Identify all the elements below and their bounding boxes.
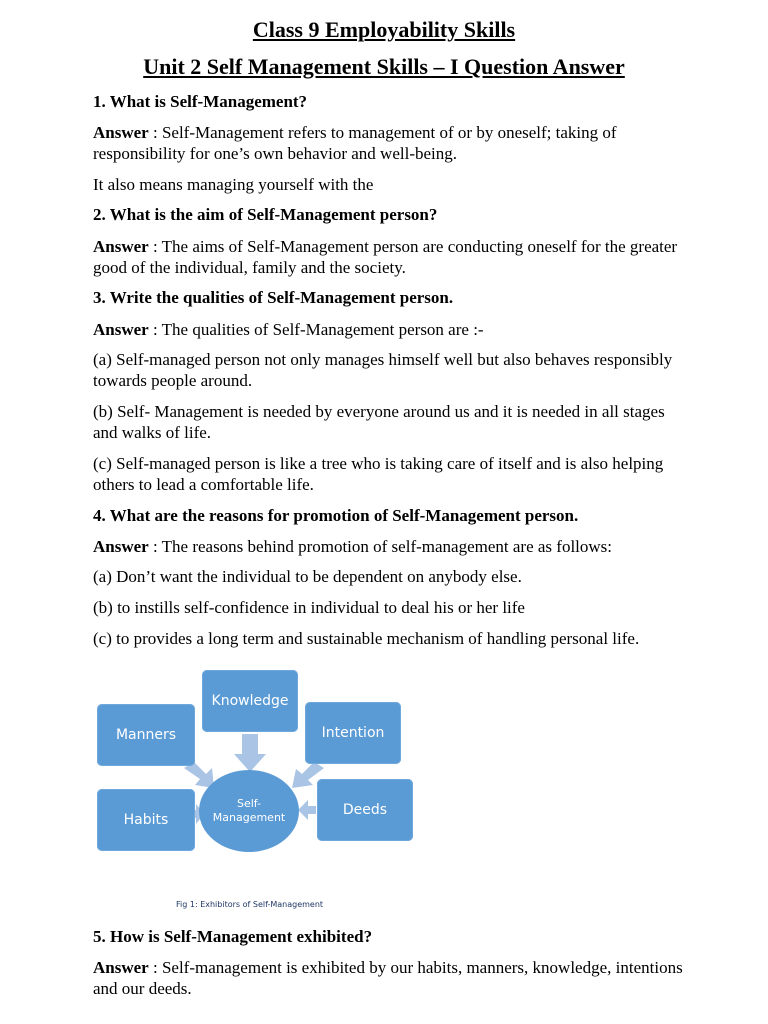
answer-2 [93, 236, 683, 278]
answer-4 [93, 536, 683, 557]
self-management-center [199, 770, 299, 852]
document-subtitle: Unit 2 Self Management Skills – I Question Answer [143, 54, 625, 79]
answer-label: Answer [93, 958, 149, 977]
answer-5 [93, 957, 683, 999]
self-management-diagram [92, 666, 418, 862]
question-1: 1. What is Self-Management? [93, 92, 308, 111]
answer-4-point-a: (a) Don’t want the individual to be dependent on anybody else. [93, 567, 522, 586]
habits-node: Habits [97, 789, 195, 851]
answer-label: Answer [93, 320, 149, 339]
answer-text: : Self-management is exhibited by our habits, manners, knowledge, intentions and our deeds. [93, 958, 683, 998]
answer-1-extra: It also means managing yourself with the [93, 175, 374, 194]
question-5: 5. How is Self-Management exhibited? [93, 927, 373, 946]
center-label-line1: Self- [236, 797, 262, 810]
deeds-arrow [298, 800, 316, 820]
knowledge-arrow [234, 734, 266, 772]
manners-node: Manners [97, 704, 195, 766]
answer-text: : The aims of Self-Management person are conducting oneself for the greater good of the individual, family and the society. [93, 237, 678, 277]
answer-label: Answer [93, 237, 149, 256]
answer-3 [93, 319, 683, 340]
document-title: Class 9 Employability Skills [252, 17, 516, 42]
answer-label: Answer [93, 123, 149, 142]
intention-node: Intention [305, 702, 401, 764]
answer-4-point-c: (c) to provides a long term and sustainable mechanism of handling personal life. [93, 629, 640, 648]
answer-1 [93, 122, 683, 164]
answer-text: : The qualities of Self-Management person are :- [148, 320, 484, 339]
answer-text: : The reasons behind promotion of self-management are as follows: [148, 537, 613, 556]
answer-4-point-b: (b) to instills self-confidence in individual to deal his or her life [93, 598, 525, 617]
answer-text: : Self-Management refers to management of or by oneself; taking of responsibility for one’s own behavior and well-being. [93, 123, 617, 163]
question-3: 3. Write the qualities of Self-Management person. [93, 288, 454, 307]
answer-3-point-b: (b) Self- Management is needed by everyone around us and it is needed in all stages and walks of life. [93, 402, 665, 442]
question-4: 4. What are the reasons for promotion of Self-Management person. [93, 506, 579, 525]
deeds-node: Deeds [317, 779, 413, 841]
figure-caption: Fig 1: Exhibitors of Self-Management [176, 900, 324, 909]
answer-3-point-a: (a) Self-managed person not only manages himself well but also behaves responsibly towards people around. [93, 350, 673, 390]
answer-label: Answer [93, 537, 149, 556]
answer-3-point-c: (c) Self-managed person is like a tree who is taking care of itself and is also helping others to lead a comfortable life. [93, 454, 664, 494]
center-label-line2: Management [212, 811, 286, 824]
question-2: 2. What is the aim of Self-Management person? [93, 205, 438, 224]
knowledge-node: Knowledge [202, 670, 298, 732]
